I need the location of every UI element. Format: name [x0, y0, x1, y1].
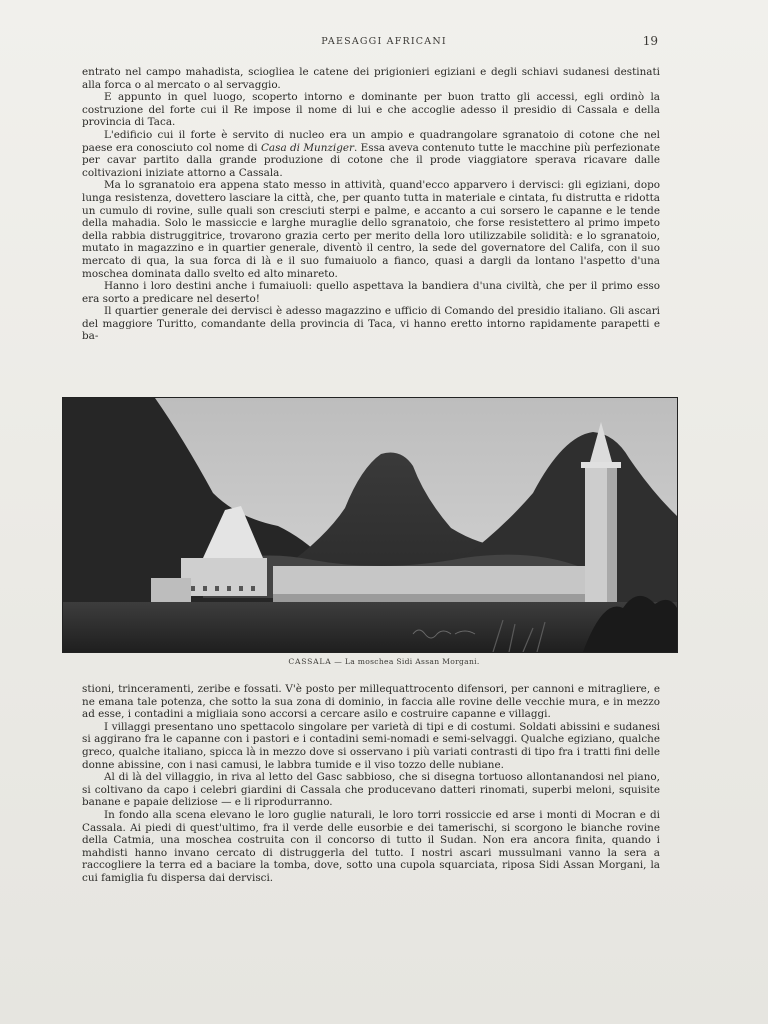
figure-caption [0, 657, 768, 666]
tomb-annex [151, 578, 191, 602]
paragraph: E appunto in quel luogo, scoperto intorno e dominante per buon tratto gli accessi, egli ordinò la costruzione del forte cui il Re impose il nome di lui e che accoglie adesso il presidio di Cassala e della provincia di Taca. [82, 91, 660, 129]
italic-phrase: Casa di Munziger [260, 141, 354, 154]
bottom-text-block [82, 683, 660, 885]
page-number: 19 [642, 34, 658, 48]
paragraph: Hanno i loro destini anche i fumaiuoli: quello aspettava la bandiera d'una civiltà, che per il primo esso era sorto a predicare nel deserto! [82, 280, 660, 305]
cassala-mosque-illustration [63, 398, 677, 652]
paragraph-part: L'edificio cui il forte è servito di nucleo era un ampio e quadrangolare sgranatoio di cotone che nel paese era conosciuto col nome di [82, 128, 660, 154]
caption-text: — La moschea Sidi Assan Morgani. [331, 657, 480, 666]
caption-place: CASSALA [288, 657, 332, 666]
minaret-shadow [607, 466, 617, 606]
paragraph: In fondo alla scena elevano le loro guglie naturali, le loro torri rossiccie ed arse i monti di Mocran e di Cassala. Ai piedi di quest'ultimo, fra il verde delle eusorbie e dei tamerischi, si scorgono le bianche rovine della Catmia, una moschea costruita con il concorso di tutto il Sudan. Non era ancora finita, quando i mahdisti hanno invano cercato di distruggerla del tutto. I nostri ascari mussulmani vanno la sera a raccogliere la terra ed a baciare la tomba, dove, sotto una cupola squarciata, riposa Sidi Assan Morgani, la cui famiglia fu dispersa dai dervisci. [82, 808, 660, 884]
foreground [63, 602, 677, 652]
paragraph: Il quartier generale dei dervisci è adesso magazzino e ufficio di Comando del presidio italiano. Gli ascari del maggiore Turitto, comandante della provincia di Taca, vi hanno eretto intorno rapidamente parapetti e ba- [82, 305, 660, 343]
paragraph: Ma lo sgranatoio era appena stato messo in attività, quand'ecco apparvero i dervisci: gli egiziani, dopo lunga resistenza, dovettero lasciare la città, che, per quanto tutta in materiale e cintata, fu distrutta e ridotta un cumulo di rovine, sulle quali son cresciuti sterpi e palme, e accanto a cui sorsero le capanne e le tende della mahadia. Solo le massiccie e larghe muraglie dello sgranatoio, che forse resistettero al primo impeto della rabbia distruggitrice, trovarono grazia certo per merito della loro utilizzabile solidità: e lo sgranatoio, mutato in magazzino e in quartier generale, diventò il centro, la sede del governatore del Califa, con il suo mercato di qua, la sua forca di là e il suo fumaiuolo a fianco, quasi a dargli da lontano l'aspetto d'una moschea dominata dallo svelto ed alto minareto. [82, 179, 660, 280]
running-head [0, 36, 768, 52]
minaret-balcony [581, 462, 621, 468]
paragraph-casa-di-munziger [82, 129, 660, 179]
fort-wall-shadow [273, 594, 593, 602]
paragraph: entrato nel campo mahadista, sciogliea le catene dei prigionieri egiziani e degli schiavi sudanesi destinati alla forca o al mercato o al servaggio. [82, 66, 660, 91]
paragraph: stioni, trinceramenti, zeribe e fossati. V'è posto per millequattrocento difensori, per cannoni e mitragliere, e ne emana tale potenza, che sotto la sua zona di dominio, in faccia alle rovine delle vecchie mura, e in mezzo ad esse, i contadini a migliaia sono accorsi a cercare asilo e costruire capanne e villaggi. [82, 683, 660, 721]
illustration-plate [62, 397, 678, 653]
running-head-title: PAESAGGI AFRICANI [321, 36, 447, 47]
paragraph: I villaggi presentano uno spettacolo singolare per varietà di tipi e di costumi. Soldati abissini e sudanesi si aggirano fra le capanne con i pastori e i contadini semi-nomadi e semi-selvaggi. Qualche egiziano, qualche greco, qualche italiano, spicca là in mezzo dove si osservano i più variati contrasti di tipo fra i tratti fini delle donne abissine, con i nasi camusi, le labbra tumide e il viso tozzo delle nubiane. [82, 720, 660, 771]
top-text-block [82, 66, 660, 343]
paragraph: Al di là del villaggio, in riva al letto del Gasc sabbioso, che si disegna tortuoso allontanandosi nel piano, si coltivano da capo i celebri giardini di Cassala che producevano datteri rinomati, superbi meloni, squisite banane e papaie deliziose — e li riprodurranno. [82, 771, 660, 809]
paragraph-part: . Essa aveva contenuto tutte le macchine più perfezionate per cavar partito dalla grande produzione di cotone che il prode viaggiatore sperava ricavare dalle coltivazioni iniziate attorno a Cassala. [82, 141, 660, 179]
